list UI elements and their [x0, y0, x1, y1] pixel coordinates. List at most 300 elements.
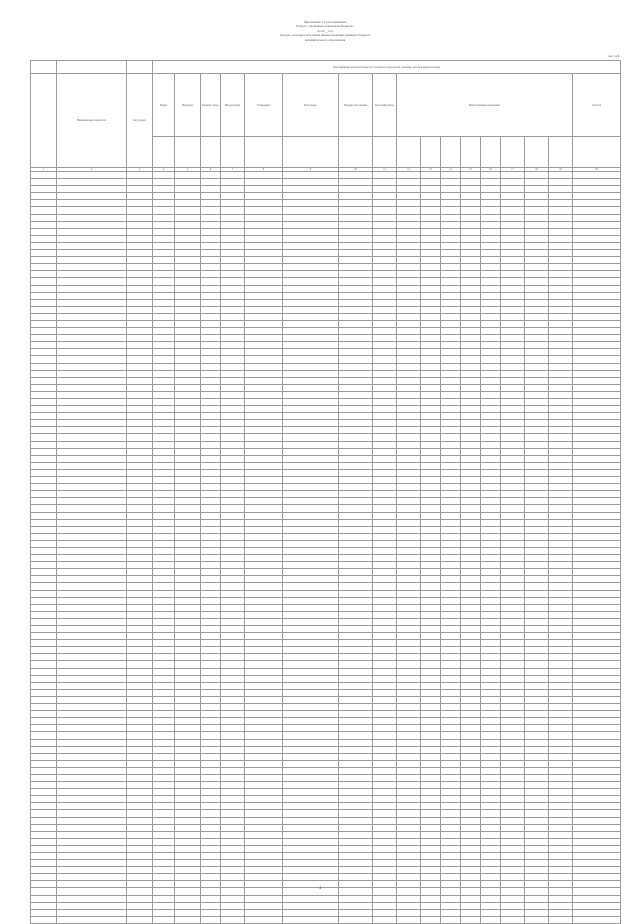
- table-cell: [441, 725, 461, 732]
- table-cell: [339, 569, 373, 576]
- table-cell: [421, 391, 441, 398]
- table-cell: [481, 682, 501, 689]
- table-cell: [397, 597, 421, 604]
- table-cell: [339, 235, 373, 242]
- table-cell: [549, 427, 573, 434]
- table-cell: [153, 342, 175, 349]
- table-cell: [283, 597, 339, 604]
- table-cell: [501, 732, 525, 739]
- table-cell: [373, 413, 397, 420]
- table-cell: [57, 760, 127, 767]
- table-cell: [283, 455, 339, 462]
- table-cell: [481, 654, 501, 661]
- document-header: [30, 20, 620, 42]
- subheader-cell: [441, 137, 461, 168]
- table-cell: [525, 718, 549, 725]
- table-cell: [373, 335, 397, 342]
- table-cell: [57, 491, 127, 498]
- table-cell: [573, 576, 621, 583]
- table-cell: [441, 817, 461, 824]
- table-cell: [221, 320, 245, 327]
- table-cell: [245, 853, 283, 860]
- table-cell: [525, 406, 549, 413]
- table-cell: [245, 803, 283, 810]
- table-cell: [221, 278, 245, 285]
- table-cell: [221, 292, 245, 299]
- table-row: [31, 704, 621, 711]
- table-cell: [441, 867, 461, 874]
- table-cell: [339, 732, 373, 739]
- table-cell: [57, 675, 127, 682]
- table-cell: [201, 874, 221, 881]
- table-cell: [127, 193, 153, 200]
- table-cell: [549, 633, 573, 640]
- table-cell: [441, 916, 461, 923]
- table-cell: [373, 498, 397, 505]
- table-row: [31, 434, 621, 441]
- table-cell: [57, 363, 127, 370]
- table-cell: [549, 916, 573, 923]
- table-cell: [221, 313, 245, 320]
- table-cell: [549, 746, 573, 753]
- table-cell: [373, 264, 397, 271]
- table-cell: [201, 285, 221, 292]
- table-cell: [397, 845, 421, 852]
- table-cell: [461, 214, 481, 221]
- table-cell: [201, 732, 221, 739]
- table-cell: [573, 796, 621, 803]
- table-cell: [549, 711, 573, 718]
- table-cell: [339, 320, 373, 327]
- table-cell: [481, 547, 501, 554]
- table-cell: [397, 583, 421, 590]
- table-cell: [397, 626, 421, 633]
- table-cell: [373, 661, 397, 668]
- table-cell: [397, 328, 421, 335]
- table-cell: [283, 342, 339, 349]
- table-cell: [31, 626, 57, 633]
- table-cell: [525, 257, 549, 264]
- table-cell: [397, 604, 421, 611]
- table-cell: [481, 200, 501, 207]
- table-cell: [57, 597, 127, 604]
- table-cell: [573, 406, 621, 413]
- table-cell: [283, 462, 339, 469]
- table-cell: [57, 406, 127, 413]
- table-cell: [461, 356, 481, 363]
- table-cell: [501, 484, 525, 491]
- table-cell: [175, 789, 201, 796]
- table-cell: [397, 505, 421, 512]
- table-cell: [221, 342, 245, 349]
- table-cell: [397, 831, 421, 838]
- table-row: [31, 228, 621, 235]
- table-cell: [201, 384, 221, 391]
- table-cell: [283, 668, 339, 675]
- table-cell: [573, 484, 621, 491]
- table-cell: [441, 569, 461, 576]
- table-cell: [549, 235, 573, 242]
- table-cell: [57, 519, 127, 526]
- table-cell: [245, 760, 283, 767]
- table-cell: [481, 278, 501, 285]
- table-cell: [481, 477, 501, 484]
- table-cell: [549, 845, 573, 852]
- table-cell: [175, 803, 201, 810]
- table-cell: [573, 760, 621, 767]
- table-row: [31, 377, 621, 384]
- table-row: [31, 746, 621, 753]
- table-cell: [201, 647, 221, 654]
- table-cell: [175, 242, 201, 249]
- table-cell: [127, 477, 153, 484]
- table-cell: [549, 668, 573, 675]
- table-cell: [441, 271, 461, 278]
- table-cell: [57, 377, 127, 384]
- table-cell: [549, 533, 573, 540]
- table-cell: [57, 214, 127, 221]
- table-cell: [153, 448, 175, 455]
- table-cell: [461, 484, 481, 491]
- table-cell: [441, 207, 461, 214]
- table-cell: [201, 250, 221, 257]
- table-cell: [525, 746, 549, 753]
- table-cell: [501, 576, 525, 583]
- table-cell: [441, 469, 461, 476]
- table-cell: [481, 441, 501, 448]
- table-cell: [153, 540, 175, 547]
- table-cell: [31, 377, 57, 384]
- table-cell: [373, 704, 397, 711]
- table-cell: [245, 753, 283, 760]
- table-cell: [283, 377, 339, 384]
- table-cell: [573, 505, 621, 512]
- table-cell: [153, 704, 175, 711]
- header-line-2: Раздел 1 «Основные показатели бюджета»: [296, 24, 354, 29]
- table-cell: [549, 562, 573, 569]
- table-row: [31, 640, 621, 647]
- table-cell: [501, 845, 525, 852]
- table-cell: [573, 242, 621, 249]
- table-cell: [501, 491, 525, 498]
- table-cell: [127, 271, 153, 278]
- table-cell: [153, 399, 175, 406]
- table-cell: [501, 207, 525, 214]
- table-cell: [31, 661, 57, 668]
- table-cell: [461, 179, 481, 186]
- table-cell: [57, 207, 127, 214]
- table-row: [31, 441, 621, 448]
- table-cell: [501, 377, 525, 384]
- table-cell: [245, 363, 283, 370]
- table-cell: [201, 831, 221, 838]
- table-cell: [57, 186, 127, 193]
- table-cell: [175, 782, 201, 789]
- table-cell: [245, 668, 283, 675]
- table-cell: [501, 682, 525, 689]
- table-cell: [501, 902, 525, 909]
- table-cell: [397, 427, 421, 434]
- table-cell: [421, 179, 441, 186]
- table-cell: [573, 746, 621, 753]
- table-cell: [481, 292, 501, 299]
- table-cell: [283, 448, 339, 455]
- table-cell: [525, 853, 549, 860]
- table-cell: [373, 455, 397, 462]
- table-cell: [127, 200, 153, 207]
- table-cell: [481, 257, 501, 264]
- table-cell: [201, 377, 221, 384]
- table-cell: [339, 420, 373, 427]
- table-cell: [501, 299, 525, 306]
- table-cell: [549, 647, 573, 654]
- table-cell: [421, 838, 441, 845]
- table-cell: [573, 547, 621, 554]
- table-cell: [501, 420, 525, 427]
- table-cell: [127, 257, 153, 264]
- table-cell: [501, 590, 525, 597]
- table-cell: [525, 633, 549, 640]
- table-cell: [421, 370, 441, 377]
- table-cell: [549, 250, 573, 257]
- table-cell: [397, 271, 421, 278]
- table-cell: [175, 569, 201, 576]
- table-cell: [421, 711, 441, 718]
- table-cell: [421, 320, 441, 327]
- table-cell: [397, 469, 421, 476]
- table-row: [31, 611, 621, 618]
- table-cell: [525, 462, 549, 469]
- table-cell: [127, 647, 153, 654]
- table-cell: [221, 285, 245, 292]
- table-cell: [31, 895, 57, 902]
- table-cell: [501, 257, 525, 264]
- table-cell: [421, 853, 441, 860]
- table-row: [31, 498, 621, 505]
- table-cell: [31, 760, 57, 767]
- table-cell: [421, 597, 441, 604]
- table-cell: [525, 384, 549, 391]
- table-cell: [525, 278, 549, 285]
- table-cell: [127, 186, 153, 193]
- table-cell: [373, 874, 397, 881]
- table-cell: [373, 555, 397, 562]
- table-cell: [339, 853, 373, 860]
- table-cell: [525, 576, 549, 583]
- table-cell: [31, 604, 57, 611]
- table-cell: [153, 264, 175, 271]
- table-cell: [339, 512, 373, 519]
- table-cell: [339, 264, 373, 271]
- table-cell: [461, 647, 481, 654]
- table-cell: [481, 271, 501, 278]
- table-cell: [573, 498, 621, 505]
- table-cell: [57, 462, 127, 469]
- table-cell: [175, 377, 201, 384]
- table-cell: [283, 200, 339, 207]
- table-cell: [421, 313, 441, 320]
- table-cell: [525, 271, 549, 278]
- table-cell: [481, 860, 501, 867]
- table-cell: [283, 292, 339, 299]
- table-cell: [461, 391, 481, 398]
- table-cell: [573, 718, 621, 725]
- table-cell: [153, 377, 175, 384]
- table-cell: [525, 902, 549, 909]
- table-cell: [549, 519, 573, 526]
- table-cell: [57, 718, 127, 725]
- subheader-cell: [573, 137, 621, 168]
- table-row: [31, 512, 621, 519]
- table-cell: [461, 434, 481, 441]
- table-cell: [573, 292, 621, 299]
- table-cell: [573, 732, 621, 739]
- table-cell: [481, 420, 501, 427]
- table-cell: [221, 753, 245, 760]
- table-cell: [31, 455, 57, 462]
- table-cell: [127, 696, 153, 703]
- table-cell: [127, 838, 153, 845]
- table-cell: [421, 626, 441, 633]
- table-row: [31, 604, 621, 611]
- table-cell: [549, 469, 573, 476]
- table-cell: [245, 654, 283, 661]
- table-cell: [373, 796, 397, 803]
- table-row: [31, 342, 621, 349]
- table-cell: [221, 909, 245, 916]
- table-cell: [421, 547, 441, 554]
- table-cell: [245, 562, 283, 569]
- table-cell: [481, 555, 501, 562]
- table-cell: [421, 235, 441, 242]
- table-cell: [573, 349, 621, 356]
- table-row: [31, 874, 621, 881]
- table-cell: [339, 469, 373, 476]
- column-number: 12: [397, 168, 421, 172]
- table-cell: [283, 313, 339, 320]
- table-cell: [441, 796, 461, 803]
- table-cell: [339, 661, 373, 668]
- table-cell: [245, 874, 283, 881]
- table-cell: [481, 782, 501, 789]
- table-cell: [501, 874, 525, 881]
- table-cell: [283, 711, 339, 718]
- table-cell: [339, 462, 373, 469]
- table-row: [31, 505, 621, 512]
- table-cell: [525, 335, 549, 342]
- table-cell: [283, 789, 339, 796]
- table-row: [31, 838, 621, 845]
- table-cell: [525, 704, 549, 711]
- table-cell: [57, 328, 127, 335]
- table-cell: [481, 845, 501, 852]
- table-cell: [461, 292, 481, 299]
- table-cell: [549, 569, 573, 576]
- table-cell: [573, 590, 621, 597]
- table-cell: [201, 427, 221, 434]
- table-cell: [175, 916, 201, 923]
- table-cell: [481, 562, 501, 569]
- table-cell: [127, 895, 153, 902]
- table-cell: [373, 831, 397, 838]
- table-cell: [175, 491, 201, 498]
- table-cell: [421, 292, 441, 299]
- table-cell: [31, 519, 57, 526]
- table-cell: [397, 278, 421, 285]
- table-cell: [221, 377, 245, 384]
- table-cell: [31, 654, 57, 661]
- table-cell: [525, 320, 549, 327]
- table-cell: [421, 271, 441, 278]
- table-cell: [549, 725, 573, 732]
- table-cell: [373, 257, 397, 264]
- table-cell: [421, 519, 441, 526]
- table-cell: [283, 441, 339, 448]
- table-cell: [127, 547, 153, 554]
- col-header-percent: Процент исполнения: [339, 74, 373, 137]
- column-number: 6: [201, 168, 221, 172]
- table-cell: [481, 661, 501, 668]
- table-cell: [441, 760, 461, 767]
- units-label: тыс. руб.: [607, 54, 620, 58]
- table-cell: [549, 604, 573, 611]
- table-cell: [245, 299, 283, 306]
- header-line-4: Доходы, расходы и источники финансирования дефицита бюджета: [279, 33, 371, 38]
- table-cell: [441, 406, 461, 413]
- table-cell: [283, 235, 339, 242]
- table-cell: [373, 640, 397, 647]
- table-cell: [525, 696, 549, 703]
- table-row: [31, 214, 621, 221]
- table-cell: [245, 774, 283, 781]
- table-cell: [153, 647, 175, 654]
- table-cell: [549, 810, 573, 817]
- table-cell: [573, 271, 621, 278]
- table-cell: [441, 228, 461, 235]
- table-cell: [461, 505, 481, 512]
- table-cell: [525, 313, 549, 320]
- table-cell: [153, 292, 175, 299]
- table-cell: [283, 413, 339, 420]
- table-cell: [57, 441, 127, 448]
- table-cell: [31, 555, 57, 562]
- table-cell: [397, 590, 421, 597]
- table-cell: [441, 590, 461, 597]
- table-cell: [31, 753, 57, 760]
- table-cell: [153, 803, 175, 810]
- table-cell: [175, 363, 201, 370]
- table-cell: [397, 555, 421, 562]
- table-cell: [57, 477, 127, 484]
- table-cell: [153, 682, 175, 689]
- table-cell: [339, 257, 373, 264]
- column-number: 9: [283, 168, 339, 172]
- table-cell: [441, 250, 461, 257]
- table-cell: [283, 760, 339, 767]
- table-row: [31, 860, 621, 867]
- table-row: [31, 285, 621, 292]
- table-cell: [501, 462, 525, 469]
- table-cell: [127, 462, 153, 469]
- table-cell: [441, 186, 461, 193]
- table-cell: [397, 704, 421, 711]
- table-cell: [441, 774, 461, 781]
- table-cell: [201, 867, 221, 874]
- table-cell: [441, 377, 461, 384]
- table-cell: [127, 817, 153, 824]
- table-cell: [153, 228, 175, 235]
- table-cell: [525, 647, 549, 654]
